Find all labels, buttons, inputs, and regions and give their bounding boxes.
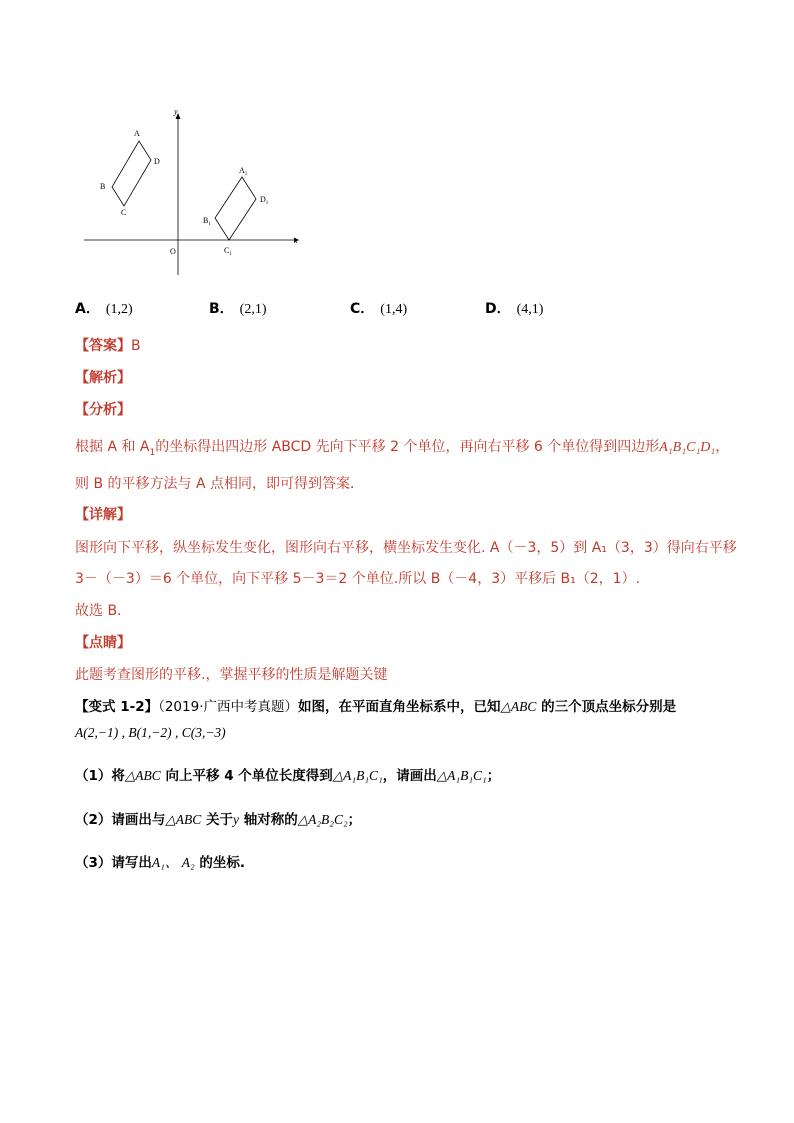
question-3 [75, 851, 245, 871]
quadrilateral-abcd [112, 141, 151, 206]
point-d-label: D [154, 157, 160, 166]
point-b-label: B [100, 182, 106, 191]
comment-label: 【点睛】 [75, 635, 131, 651]
q3-label: （3） [75, 855, 112, 871]
point-d1-label: $D_1$ [260, 195, 269, 206]
point-c-label: C [121, 208, 127, 217]
q2-label: （2） [75, 812, 112, 828]
point-b1-label: $B_1$ [203, 216, 211, 227]
variant-triangle: △ABC [500, 699, 537, 714]
fenxi-line-1-math: A₁B₁C₁D₁ [659, 440, 716, 455]
fenxi-line-1-sub: 1 [149, 447, 156, 458]
q2-axis: y [233, 812, 239, 827]
question-1 [75, 764, 500, 784]
analysis-label: 【解析】 [75, 370, 131, 386]
q1-triangle-2: △A₁B₁C₁ [436, 768, 487, 783]
origin-label: O [170, 247, 176, 256]
q1-text-d: ； [486, 768, 501, 784]
option-b-value: (2,1) [239, 302, 267, 317]
fenxi-line-1-end: ， [715, 439, 730, 455]
q1-text-b: 向上平移 4 个单位长度得到 [160, 768, 333, 784]
q1-triangle: △ABC [124, 768, 161, 783]
fenxi-label: 【分析】 [75, 402, 131, 418]
detail-label: 【详解】 [75, 507, 131, 523]
fenxi-line-1-a: 根据 A 和 A [75, 439, 150, 455]
q1-label: （1） [75, 768, 112, 784]
point-c1-label: $C_1$ [224, 246, 232, 257]
point-a1-label: $A_1$ [239, 166, 248, 177]
fenxi-line-1-b: 的坐标得出四边形 ABCD 先向下平移 2 个单位，再向右平移 6 个单位得到四边形 [155, 439, 660, 455]
option-d [485, 298, 543, 318]
question-2 [75, 808, 361, 828]
option-c-letter: C． [350, 301, 375, 317]
y-axis-label: y [174, 107, 178, 116]
fenxi-line-2: 则 B 的平移方法与 A 点相同，即可得到答案． [75, 476, 364, 492]
option-a-value: (1,2) [105, 302, 133, 317]
q1-triangle-1: △A₁B₁C₁ [332, 768, 383, 783]
q2-triangle-2: △A₂B₂C₂ [297, 812, 348, 827]
option-b-letter: B． [209, 301, 234, 317]
option-d-value: (4,1) [516, 302, 544, 317]
variant-coords [75, 725, 226, 741]
coordinate-figure [82, 105, 302, 280]
option-a-letter: A． [75, 301, 100, 317]
answer-value: B [131, 338, 141, 354]
q2-text-b: 关于 [201, 812, 233, 828]
variant-text-2: 的三个顶点坐标分别是 [536, 699, 677, 715]
variant-text: 如图，在平面直角坐标系中，已知 [298, 699, 501, 715]
comment-text: 此题考查图形的平移.，掌握平移的性质是解题关键 [75, 667, 388, 683]
q2-triangle: △ABC [165, 812, 202, 827]
q3-text-b: 的坐标. [194, 855, 246, 871]
option-a [75, 298, 133, 318]
option-d-letter: D． [485, 301, 511, 317]
q1-text-c: ，请画出 [382, 768, 437, 784]
fenxi-line-1 [75, 436, 729, 458]
quadrilateral-a1b1c1d1 [215, 177, 256, 240]
detail-line-2: 3－（－3）＝6 个单位，向下平移 5－3＝2 个单位.所以 B（－4，3）平移后 B₁（2，1）. [75, 571, 641, 587]
detail-line-3: 故选 B. [75, 603, 122, 619]
option-b [209, 298, 267, 318]
option-c-value: (1,4) [380, 302, 408, 317]
variant-source: （2019·广西中考真题） [158, 699, 298, 715]
variant-intro [75, 695, 676, 715]
q2-text-d: ； [347, 812, 362, 828]
answer-line [75, 335, 141, 355]
variant-label: 【变式 1-2】 [75, 699, 159, 715]
detail-line-1: 图形向下平移，纵坐标发生变化，图形向右平移，横坐标发生变化. A（－3，5）到 A₁（3，3）得向右平移 [75, 540, 737, 556]
q2-text-a: 请画出与 [111, 812, 166, 828]
x-axis-label: x [294, 236, 298, 245]
q3-points: A₁、 A₂ [151, 855, 195, 870]
q3-text-a: 请写出 [111, 855, 152, 871]
variant-coords-text: A(2,−1) , B(1,−2) , C(3,−3) [75, 725, 226, 740]
q2-text-c: 轴对称的 [239, 812, 298, 828]
point-a-label: A [134, 129, 140, 138]
option-c [350, 298, 407, 318]
q1-text-a: 将 [111, 768, 125, 784]
answer-label: 【答案】 [75, 338, 131, 354]
